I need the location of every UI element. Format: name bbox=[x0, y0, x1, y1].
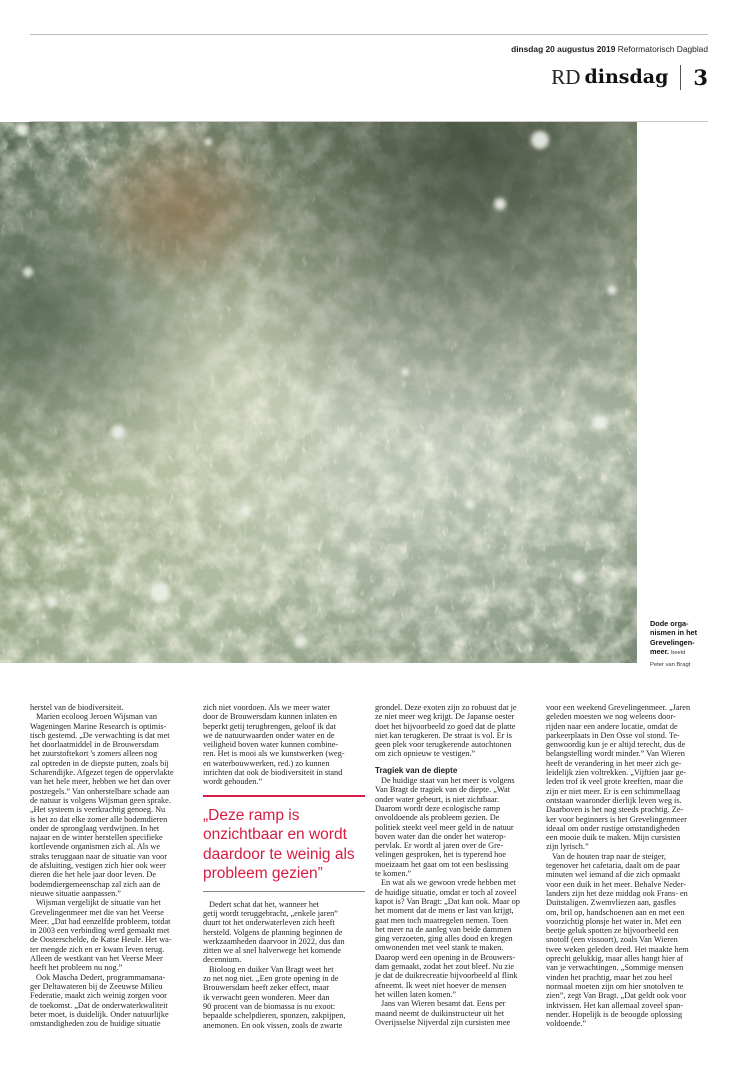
text-line: Alleen de westkant van het Veerse Meer bbox=[30, 954, 163, 964]
text-line: door de Brouwersdam kunnen inlaten en bbox=[203, 712, 338, 722]
text-line: een mooie duik te maken. Mijn cursisten bbox=[546, 833, 681, 843]
photo-caption bbox=[650, 619, 712, 670]
underwater-photo-illustration bbox=[0, 122, 637, 663]
text-line: zien”, zegt Van Bragt. „Dat geldt ook voor bbox=[546, 991, 687, 1001]
text-line: van je verwachtingen. „Sommige mensen bbox=[546, 963, 684, 973]
text-line: geleden moesten we nog weleens door- bbox=[546, 712, 676, 722]
text-line: zo net nog niet. „Een grote opening in de bbox=[203, 974, 339, 984]
text-line: nender. Hopelijk is de beoogde oplossing bbox=[546, 1009, 683, 1019]
text-line: om, bril op, handschoenen aan en met een bbox=[546, 907, 685, 917]
dateline bbox=[511, 44, 708, 54]
text-line: omwonenden met veel stank te maken. bbox=[375, 943, 504, 953]
text-line: genwoordig kun je er altijd terecht, dus de bbox=[546, 740, 686, 750]
section-abbreviation: RD bbox=[551, 64, 581, 89]
text-line: Scharendijke. Afgezet tegen de oppervlakte bbox=[30, 768, 174, 778]
underwater-photo bbox=[0, 122, 637, 663]
column-2-body-top bbox=[203, 703, 365, 787]
text-line: leidelijk zien voltrekken. „Vijftien jaar ge- bbox=[546, 768, 687, 778]
article-column-3 bbox=[375, 703, 537, 1027]
text-line: Van Bragt de tragiek van de diepte. „Wat bbox=[375, 785, 510, 795]
text-line: heeft het probleem nu nog.” bbox=[30, 963, 123, 973]
text-line: Meer. „Dat had eenzelfde probleem, totdat bbox=[30, 916, 171, 926]
text-line: niet kan terugkeren. De straat is vol. Er is bbox=[375, 730, 512, 740]
text-line: zijn lyrisch.” bbox=[546, 842, 589, 852]
text-line: beter moet, is duidelijk. Onder natuurlijke bbox=[30, 1009, 169, 1019]
text-line: geen plek voor terugkerende autochtonen bbox=[375, 740, 512, 750]
text-line: politiek steekt veel meer geld in de natuur bbox=[375, 822, 514, 832]
text-line: onvoldoende als probleem gezien. De bbox=[375, 813, 500, 823]
text-line: landers zijn het deze middag ook Frans- en bbox=[546, 888, 688, 898]
text-line: postzegels.” Van onherstelbare schade aan bbox=[30, 786, 170, 796]
text-line: ter mengde zich en er kwam leven terug. bbox=[30, 944, 165, 954]
text-line: Federatie, maakt zich weinig zorgen voor bbox=[30, 991, 167, 1001]
text-line: Ook Mascha Dedert, programmamana- bbox=[36, 972, 166, 982]
text-line: maand neemt de duikinstructeur uit het bbox=[375, 1008, 504, 1018]
caption-credit-label: beeld bbox=[671, 650, 686, 657]
text-line: inktvissen. Het kan allemaal zoveel span- bbox=[546, 1000, 683, 1010]
text-line: hersteld. Volgens de planning beginnen de bbox=[203, 927, 343, 937]
text-line: voor een weekend Grevelingenmeer. „Jaren bbox=[546, 703, 691, 712]
text-line: de huidige situatie, omdat er toch al zoveel bbox=[375, 887, 517, 897]
text-line: vinden het prachtig, maar het zou heel bbox=[546, 972, 673, 982]
text-line: getij wordt teruggebracht, „enkele jaren” bbox=[203, 908, 338, 918]
text-line: veiligheid boven water kunnen combine- bbox=[203, 740, 339, 750]
text-line: belangstelling wordt minder.” Van Wieren bbox=[546, 749, 685, 759]
column-3-body-bottom bbox=[375, 776, 537, 1027]
subheading: Tragiek van de diepte bbox=[375, 765, 458, 775]
text-line: ger Deltawateren bij de Zeeuwse Milieu bbox=[30, 981, 163, 991]
text-line: zijn er niet meer. Er is een schimmellaag bbox=[546, 786, 681, 796]
text-line: ontstaan waaronder dierlijk leven weg is. bbox=[546, 795, 682, 805]
text-line: ker voor beginners is het Grevelingenmeer bbox=[546, 814, 687, 824]
text-line: in 2003 een verbinding werd gemaakt met bbox=[30, 926, 170, 936]
text-line: kapot is? Van Bragt: „Dat kan ook. Maar op bbox=[375, 896, 520, 906]
top-rule bbox=[30, 34, 708, 35]
text-line: Wageningen Marine Research is optimis- bbox=[30, 721, 167, 731]
text-line: dieren die het hele jaar door leven. De bbox=[30, 870, 156, 880]
text-line: en waterbouwwerken, red.) zo kunnen bbox=[203, 758, 330, 768]
text-line: zal optreden in de diepste putten, zoals bij bbox=[30, 758, 169, 768]
text-line: het meer na de aanleg van beide dammen bbox=[375, 924, 512, 934]
text-line: beetje geluk spotten ze bijvoorbeeld een bbox=[546, 926, 679, 936]
text-line: we de natuurwaarden onder water en de bbox=[203, 730, 335, 740]
caption-line: meer. bbox=[650, 647, 670, 657]
text-line: te komen.” bbox=[375, 869, 412, 879]
text-line: de toekomst. „Dat de onderwaterkwaliteit bbox=[30, 1000, 168, 1010]
text-line: ging verzoeten, ging alles dood en kregen bbox=[375, 934, 513, 944]
text-line: bepaalde schelpdieren, sponzen, zakpijpen, bbox=[203, 1011, 346, 1021]
text-line: zitten we al snel halverwege het komende bbox=[203, 946, 341, 956]
text-line: het willen laten komen.” bbox=[375, 989, 457, 999]
text-line: herstel van de biodiversiteit. bbox=[30, 703, 124, 712]
text-line: werkzaamheden daarvoor in 2022, dus dan bbox=[203, 936, 345, 946]
text-line: duurt tot het onderwaterleven zich heeft bbox=[203, 918, 335, 928]
caption-line: Dode orga- bbox=[650, 619, 689, 628]
text-line: Grevelingenmeer met die van het Veerse bbox=[30, 907, 164, 917]
pull-quote-text: „Deze ramp is onzichtbaar en wordt daardoor te weinig als probleem gezien” bbox=[203, 806, 355, 883]
text-line: leden trof ik veel grote kreeften, maar die bbox=[546, 777, 683, 787]
text-line: twee weken geleden deed. Het maakte hem bbox=[546, 944, 689, 954]
column-4-body bbox=[546, 703, 708, 1028]
text-line: ren. Het is mooi als we kunstwerken (weg- bbox=[203, 749, 345, 759]
text-line: Dedert schat dat het, wanneer het bbox=[209, 899, 319, 909]
text-line: onder de spronglaag verdwijnen. In het bbox=[30, 823, 160, 833]
text-line: „Het systeem is veerkrachtig genoeg. Nu bbox=[30, 805, 166, 815]
text-line: om zich opnieuw te vestigen.” bbox=[375, 749, 476, 759]
text-line: tisch gestemd. „De verwachting is dat met bbox=[30, 730, 170, 740]
page-header bbox=[551, 62, 708, 92]
text-line: gaat men toch maatregelen nemen. Toen bbox=[375, 915, 509, 925]
text-line: Daarom wordt deze ecologische ramp bbox=[375, 803, 501, 813]
text-line: Marien ecoloog Jeroen Wijsman van bbox=[36, 712, 157, 722]
text-line: tegenover het cafetaria, daalt om de paar bbox=[546, 861, 680, 871]
text-line: doet het bijvoorbeeld zo goed dat de platte bbox=[375, 721, 516, 731]
text-line: inrichten dat ook de biodiversiteit in stand bbox=[203, 768, 343, 778]
text-line: najaar en de winter herstellen specifieke bbox=[30, 833, 163, 843]
text-line: onder water gebeurt, is niet zichtbaar. bbox=[375, 794, 499, 804]
article-column-2 bbox=[203, 703, 365, 1030]
text-line: snotolf (een vissoort), zoals Van Wieren bbox=[546, 935, 678, 945]
text-line: oprecht gelukkig, maar alles hangt hier af bbox=[546, 954, 684, 964]
text-line: voorzichtig plonsje het water in. Met een bbox=[546, 916, 682, 926]
text-line: 90 procent van de biomassa is nu exoot: bbox=[203, 1001, 336, 1011]
text-line: is het zo dat elke zomer alle bodemdieren bbox=[30, 814, 168, 824]
text-line: van het hele meer, hebben we het dan over bbox=[30, 777, 171, 787]
text-line: ze niet meer weg krijgt. De Japanse oester bbox=[375, 712, 515, 722]
text-line: beperkt getij terugbrengen, geloof ik dat bbox=[203, 721, 336, 731]
text-line: Overijsselse Nijverdal zijn cursisten mee bbox=[375, 1017, 511, 1027]
article-column-4 bbox=[546, 703, 708, 1028]
page-number: 3 bbox=[693, 64, 708, 90]
text-line: Wijsman vergelijkt de situatie van het bbox=[36, 898, 161, 908]
text-line: pervlak. Er wordt al jaren over de Gre- bbox=[375, 841, 504, 851]
article-column-1 bbox=[30, 703, 192, 1028]
text-line: dam gemaakt, zodat het zout bleef. Nu zie bbox=[375, 962, 515, 972]
text-line: de natuur is volgens Wijsman geen sprake. bbox=[30, 795, 171, 805]
text-line: wordt gehouden.” bbox=[203, 777, 263, 787]
photo-credit: Peter van Bragt bbox=[650, 661, 691, 668]
text-line: voor een duik in het meer. Behalve Neder- bbox=[546, 879, 687, 889]
pull-quote-rule-bottom bbox=[203, 891, 365, 892]
text-line: De huidige staat van het meer is volgens bbox=[381, 776, 515, 786]
text-line: Brouwersdam heeft zeker effect, maar bbox=[203, 983, 330, 993]
column-2-body-bottom bbox=[203, 900, 365, 1030]
text-line: minuten wel iemand af die zich opmaakt bbox=[546, 870, 681, 880]
issue-date: dinsdag 20 augustus 2019 bbox=[511, 44, 616, 54]
text-line: afneemt. Ik weet niet hoever de mensen bbox=[375, 980, 507, 990]
newspaper-name: Reformatorisch Dagblad bbox=[617, 44, 708, 54]
text-line: je dat de duikrecreatie bijvoorbeeld al flink bbox=[375, 971, 518, 981]
text-line: kortlevende organismen zich al. Als we bbox=[30, 842, 160, 852]
text-line: voldoende.” bbox=[546, 1019, 587, 1029]
text-line: boven water dan die onder het waterop- bbox=[375, 831, 507, 841]
text-line: ideaal om onder rustige omstandigheden bbox=[546, 823, 680, 833]
text-line: nieuwe situatie aanpassen.” bbox=[30, 888, 121, 898]
text-line: normaal moeten zijn om hier snotolven te bbox=[546, 981, 684, 991]
text-line: bodemdiergemeenschap zal zich aan de bbox=[30, 879, 161, 889]
text-line: Jans van Wieren besamt dat. Eens per bbox=[381, 999, 506, 1009]
text-line: omstandigheden zou de huidige situatie bbox=[30, 1019, 161, 1029]
text-line: velingen gesproken, het is typerend hoe bbox=[375, 850, 507, 860]
text-line: het moment dat de mens er last van krijgt, bbox=[375, 906, 514, 916]
text-line: zich niet voordoen. Als we meer water bbox=[203, 703, 331, 712]
text-line: anemonen. En ook vissen, zoals de zwarte bbox=[203, 1020, 343, 1030]
text-line: Van de houten trap naar de steiger, bbox=[552, 851, 666, 861]
text-line: heeft de verandering in het meer zich ge- bbox=[546, 758, 682, 768]
text-line: ik verwacht geen wonderen. Meer dan bbox=[203, 992, 330, 1002]
text-line: straks teruggaan naar de situatie van voor bbox=[30, 851, 167, 861]
header-divider bbox=[680, 65, 681, 90]
text-line: Bioloog en duiker Van Bragt weet het bbox=[209, 964, 334, 974]
text-line: En wat als we gewoon vrede hebben met bbox=[381, 878, 516, 888]
text-line: moeizaam het gaat om tot een beslissing bbox=[375, 859, 509, 869]
text-line: Duitstaligen. Zwemvliezen aan, gasfles bbox=[546, 898, 676, 908]
text-line: parkeerplaats in Den Osse vol stond. Te- bbox=[546, 730, 680, 740]
column-3-body-top bbox=[375, 703, 537, 759]
text-line: de Oosterschelde, de Katse Heule. Het wa- bbox=[30, 935, 172, 945]
text-line: de afsluiting, vestigen zich hier ook weer bbox=[30, 861, 166, 871]
text-line: Daarop werd een opening in de Brouwers- bbox=[375, 952, 516, 962]
section-day: dinsdag bbox=[584, 66, 669, 88]
text-line: rijden naar een andere locatie, omdat de bbox=[546, 721, 678, 731]
text-line: het zuurstoftekort 's zomers alleen nog bbox=[30, 749, 158, 759]
caption-line: Grevelingen- bbox=[650, 637, 695, 647]
column-1-body bbox=[30, 703, 192, 1028]
text-line: grondel. Deze exoten zijn zo robuust dat je bbox=[375, 703, 517, 712]
text-line: decennium. bbox=[203, 955, 242, 965]
pull-quote bbox=[203, 795, 365, 892]
caption-line: nismen in het bbox=[650, 628, 698, 638]
text-line: het doorlaatmiddel in de Brouwersdam bbox=[30, 740, 159, 750]
text-line: Daarboven is het nog steeds prachtig. Ze- bbox=[546, 805, 684, 815]
